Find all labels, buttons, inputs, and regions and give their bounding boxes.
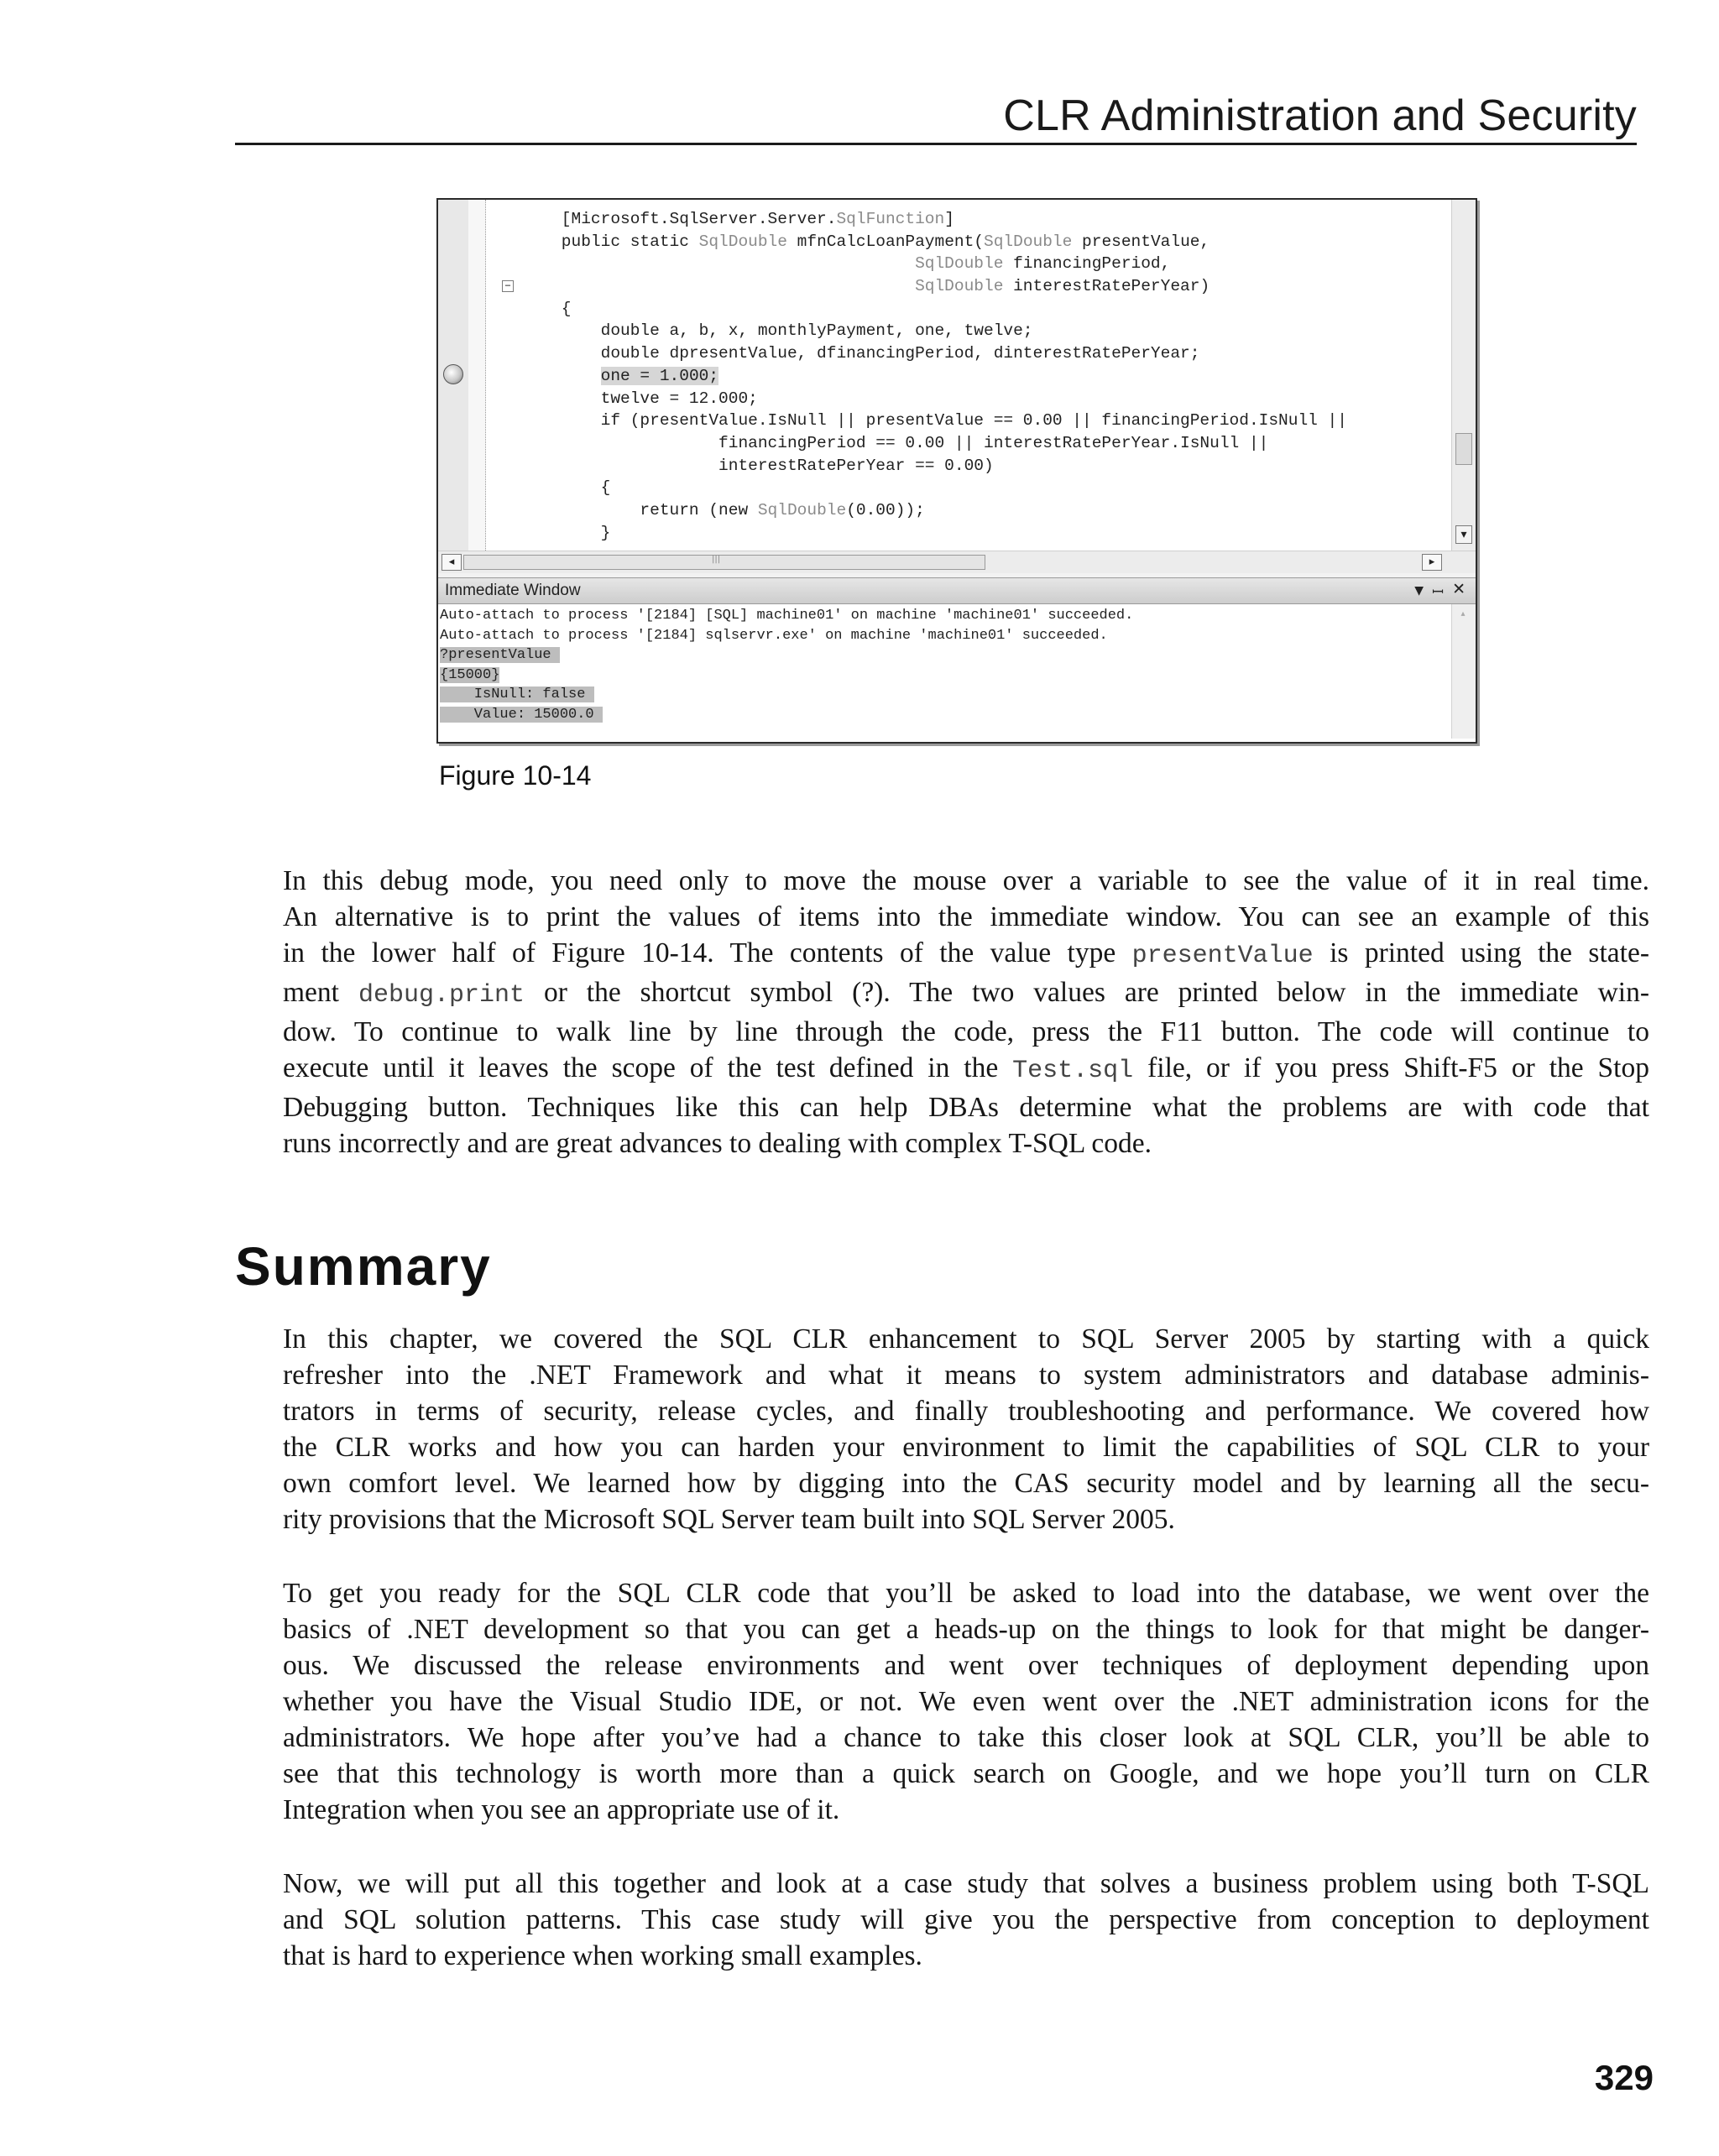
header-rule bbox=[235, 143, 1637, 145]
code-token: SqlDouble bbox=[984, 232, 1073, 251]
scrollbar-thumb[interactable] bbox=[1455, 433, 1472, 465]
text-line bbox=[283, 1050, 1649, 1089]
code-line bbox=[522, 275, 1347, 298]
code-token: twelve = 12.000; bbox=[522, 389, 758, 408]
text-line: that is hard to experience when working small examples. bbox=[283, 1940, 922, 1971]
text-line bbox=[283, 974, 1649, 1014]
breakpoint-arrow-icon bbox=[443, 364, 463, 384]
code-token: financingPeriod, bbox=[1003, 254, 1171, 274]
immediate-window-scrollbar[interactable] bbox=[1451, 604, 1476, 739]
text-line: basics of .NET development so that you can get a heads-up on the things to look for that might be danger- bbox=[283, 1614, 1649, 1645]
code-token: return (new bbox=[522, 500, 758, 519]
code-line bbox=[522, 499, 1347, 522]
text-line: and SQL solution patterns. This case study will give you the perspective from conception to deployment bbox=[283, 1904, 1649, 1935]
editor-horizontal-scrollbar[interactable] bbox=[438, 551, 1476, 573]
editor-vertical-scrollbar[interactable] bbox=[1451, 200, 1476, 551]
code-token: double dpresentValue, dfinancingPeriod, dinterestRatePerYear; bbox=[522, 344, 1200, 363]
code-line bbox=[522, 455, 1347, 478]
text-line bbox=[283, 1125, 1649, 1162]
code-token: SqlDouble bbox=[915, 254, 1004, 274]
code-line bbox=[522, 231, 1347, 253]
dropdown-arrow-icon[interactable]: ▼ bbox=[1414, 584, 1424, 598]
highlighted-statement: one = 1.000; bbox=[600, 366, 719, 385]
summary-paragraph-1 bbox=[283, 1321, 1649, 1537]
code-token: interestRatePerYear == 0.00) bbox=[522, 456, 994, 475]
code-line bbox=[522, 208, 1347, 231]
text-line: ous. We discussed the release environments and went over techniques of deployment depending upon bbox=[283, 1650, 1649, 1681]
text-run: Debugging button. Techniques like this can help DBAs determine what the problems are with code that bbox=[283, 1092, 1649, 1123]
text-line: Integration when you see an appropriate use of it. bbox=[283, 1794, 840, 1825]
text-run: runs incorrectly and are great advances to dealing with complex T-SQL code. bbox=[283, 1128, 1152, 1159]
summary-paragraph-3 bbox=[283, 1866, 1649, 1974]
code-token: double a, b, x, monthlyPayment, one, twelve; bbox=[522, 321, 1033, 341]
code-token bbox=[522, 277, 915, 295]
code-line bbox=[522, 320, 1347, 342]
immediate-window[interactable] bbox=[438, 604, 1476, 742]
text-line: rity provisions that the Microsoft SQL Server team built into SQL Server 2005. bbox=[283, 1504, 1175, 1535]
page-number: 329 bbox=[1594, 2058, 1654, 2097]
text-run: or the shortcut symbol (?). The two values are printed below in the immediate win- bbox=[524, 977, 1649, 1008]
text-line: trators in terms of security, release cycles, and finally troubleshooting and performance. We covered how bbox=[283, 1396, 1649, 1427]
text-line: In this chapter, we covered the SQL CLR enhancement to SQL Server 2005 by starting with a quick bbox=[283, 1323, 1649, 1355]
code-token: (0.00)); bbox=[846, 500, 925, 519]
inline-code: presentValue bbox=[1131, 942, 1314, 970]
code-token: { bbox=[522, 478, 611, 498]
text-run: is printed using the state- bbox=[1313, 937, 1649, 968]
running-head: CLR Administration and Security bbox=[1003, 91, 1637, 140]
code-line bbox=[522, 522, 1347, 545]
text-line bbox=[283, 863, 1649, 899]
code-line bbox=[522, 388, 1347, 410]
code-line bbox=[522, 298, 1347, 321]
text-line: the CLR works and how you can harden your environment to limit the capabilities of SQL CLR to your bbox=[283, 1432, 1649, 1463]
code-line bbox=[522, 432, 1347, 455]
code-token: { bbox=[522, 299, 572, 318]
figure-screenshot bbox=[436, 198, 1477, 744]
immediate-window-titlebar bbox=[438, 577, 1476, 604]
scroll-up-arrow-icon[interactable]: ▴ bbox=[1460, 609, 1466, 619]
immediate-output-line: Auto-attach to process '[2184] [SQL] machine01' on machine 'machine01' succeeded. bbox=[440, 608, 1134, 624]
body-paragraph-debug bbox=[283, 863, 1649, 1162]
code-token: SqlDouble bbox=[698, 232, 787, 251]
code-token bbox=[522, 254, 915, 273]
text-run: ment bbox=[283, 977, 358, 1008]
code-token: } bbox=[522, 523, 611, 542]
scrollbar-grip-icon: ||| bbox=[712, 555, 721, 564]
code-token: interestRatePerYear) bbox=[1003, 277, 1210, 296]
code-token: if (presentValue.IsNull || presentValue == 0.00 || financingPeriod.IsNull || bbox=[522, 411, 1347, 431]
text-line: Now, we will put all this together and look at a case study that solves a business problem using both T-SQL bbox=[283, 1868, 1649, 1899]
code-token: SqlDouble bbox=[757, 500, 847, 519]
text-line: see that this technology is worth more than a quick search on Google, and we hope you’ll turn on CLR bbox=[283, 1758, 1649, 1789]
scroll-right-arrow-icon[interactable]: ▸ bbox=[1422, 554, 1442, 571]
immediate-output-line: Auto-attach to process '[2184] sqlservr.exe' on machine 'machine01' succeeded. bbox=[440, 627, 1108, 644]
immediate-output-line: ?presentValue bbox=[440, 647, 560, 663]
code-line bbox=[522, 342, 1347, 365]
scroll-left-arrow-icon[interactable]: ◂ bbox=[442, 554, 462, 571]
editor-gutter bbox=[438, 200, 469, 551]
code-token: presentValue, bbox=[1072, 232, 1210, 251]
text-line bbox=[283, 899, 1649, 935]
close-icon[interactable]: ✕ bbox=[1452, 580, 1466, 598]
code-token: [Microsoft.SqlServer.Server. bbox=[522, 210, 837, 228]
code-line bbox=[522, 477, 1347, 499]
section-heading-summary: Summary bbox=[235, 1236, 492, 1297]
code-token: mfnCalcLoanPayment( bbox=[786, 232, 985, 251]
inline-code: Test.sql bbox=[1012, 1057, 1134, 1085]
immediate-output-line: {15000} bbox=[440, 666, 500, 683]
immediate-window-title: Immediate Window bbox=[445, 582, 581, 599]
text-line bbox=[283, 1014, 1649, 1050]
text-line: own comfort level. We learned how by digging into the CAS security model and by learning all the secu- bbox=[283, 1468, 1649, 1499]
text-run: in the lower half of Figure 10-14. The contents of the value type bbox=[283, 937, 1132, 968]
text-line bbox=[283, 1089, 1649, 1125]
code-editor bbox=[438, 200, 1476, 551]
pin-icon[interactable]: ꟷ bbox=[1432, 584, 1444, 601]
text-run: file, or if you press Shift-F5 or the Stop bbox=[1133, 1052, 1649, 1083]
code-token: ] bbox=[944, 210, 954, 228]
immediate-window-output bbox=[440, 606, 1133, 724]
text-line bbox=[283, 935, 1649, 974]
code-token: financingPeriod == 0.00 || interestRatePerYear.IsNull || bbox=[522, 433, 1269, 452]
scroll-down-arrow-icon[interactable]: ▾ bbox=[1455, 525, 1472, 544]
code-token: public static bbox=[522, 232, 699, 251]
text-run: dow. To continue to walk line by line through the code, press the F11 button. The code will continue to bbox=[283, 1016, 1649, 1047]
collapse-minus-icon: − bbox=[502, 280, 514, 292]
code-line bbox=[522, 253, 1347, 275]
text-run: In this debug mode, you need only to move the mouse over a variable to see the value of it in real time. bbox=[283, 865, 1649, 896]
text-run: execute until it leaves the scope of the test defined in the bbox=[283, 1052, 1013, 1083]
immediate-output-line: IsNull: false bbox=[440, 686, 594, 702]
text-line: whether you have the Visual Studio IDE, or not. We even went over the .NET administration icons for the bbox=[283, 1686, 1649, 1717]
text-line: administrators. We hope after you’ve had a chance to take this closer look at SQL CLR, you’ll be able to bbox=[283, 1722, 1649, 1753]
scrollbar-thumb[interactable] bbox=[463, 555, 985, 570]
text-line: refresher into the .NET Framework and what it means to system administrators and database adminis- bbox=[283, 1360, 1649, 1391]
code-token: SqlFunction bbox=[836, 210, 945, 228]
code-listing bbox=[522, 208, 1347, 544]
inline-code: debug.print bbox=[358, 981, 525, 1010]
text-run: An alternative is to print the values of items into the immediate window. You can see an example of this bbox=[283, 901, 1649, 932]
code-token: SqlDouble bbox=[915, 277, 1004, 296]
immediate-output-line: Value: 15000.0 bbox=[440, 706, 603, 723]
figure-caption: Figure 10-14 bbox=[439, 760, 592, 791]
summary-paragraph-2 bbox=[283, 1575, 1649, 1828]
text-line: To get you ready for the SQL CLR code that you’ll be asked to load into the database, we went over the bbox=[283, 1578, 1649, 1609]
code-token bbox=[522, 367, 601, 385]
outline-margin bbox=[468, 200, 511, 551]
code-line bbox=[522, 365, 1347, 388]
code-line bbox=[522, 410, 1347, 432]
